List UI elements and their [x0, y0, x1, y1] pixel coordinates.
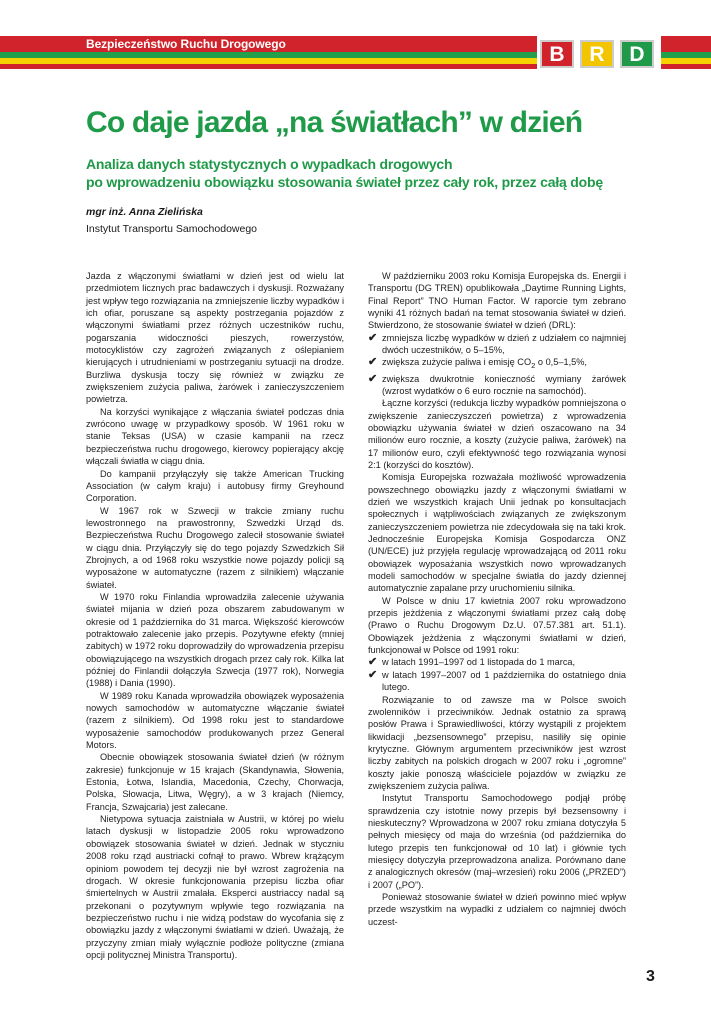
article-subtitle — [86, 155, 686, 191]
subtitle-line: Analiza danych statystycznych o wypadkach drogowych — [86, 156, 453, 172]
paragraph: W Polsce w dniu 17 kwietnia 2007 roku wprowadzono przepis jeżdżenia z włączonymi światłami przez całą dobę (Prawo o Ruchu Drogowym Dz.U. 07.57.381 art. 51.1). Obowiązek jeżdżenia z włączonymi światłami w dzień, funkcjonował w Polsce od 1991 roku: — [368, 595, 626, 656]
check-icon: ✔ — [368, 668, 378, 681]
paragraph: Na korzyści wynikające z włączania świateł podczas dnia zwrócono uwagę w przypadkowy sposób. W 1961 roku w stanie Teksas (USA) w czasie kampanii na rzecz bezpieczeństwa ruchu drogowego, kierowcy popierający akcję włączali światła w ciągu dnia. — [86, 406, 344, 467]
list-item: ✔ w latach 1991–1997 od 1 listopada do 1 marca, — [368, 656, 576, 669]
brd-logo — [537, 36, 661, 72]
paragraph: W 1989 roku Kanada wprowadziła obowiązek wyposażenia nowych samochodów w automatyczne włączanie świateł (razem z silnikiem). Od 1998 roku jest to standardowe wyposażenie samochodów produkowanych przez General Motors. — [86, 690, 344, 751]
paragraph: Komisja Europejska rozważała możliwość wprowadzenia powszechnego obowiązku jazdy z włączonymi światłami w dzień we wszystkich krajach Unii jednak po konsultacjach społecznych i wątpliwościach związanych ze zwiększonym zanieczyszczeniem powietrza nie zdecydowała się na taki krok. Jednocześnie Europejska Komisja Gospodarcza ONZ (UN/ECE) już przyjęła regulację wprowadzającą od 2011 roku obowiązek wyposażania wszystkich nowo wprowadzanych modeli samochodów w specjalne światła do jazdy dziennej automatycznie zapalane przy uruchomieniu silnika. — [368, 472, 626, 594]
poland-periods-list — [368, 656, 626, 693]
left-column — [86, 270, 344, 961]
paragraph: Jazda z włączonymi światłami w dzień jest od wielu lat przedmiotem licznych prac badawczych i dyskusji. Rozważany jest wpływ tego rozwiązania na zmniejszenie liczby wypadków i ich ofiar, poruszane są aspekty postrzegania pojazdów z włączonymi światłami przez różnych uczestników ruchu, pogarszania widoczności pieszych, rowerzystów, motocyklistów czy zagrożeń związanych z oślepianiem kierujących i utrudnieniami w postrzeganiu sytuacji na drodze. Burzliwa dyskusja toczy się również w związku ze zwiększeniem zużycia paliwa, żarówek i zanieczyszczeniem powietrza. — [86, 271, 344, 405]
right-column — [368, 270, 626, 928]
paragraph: W 1970 roku Finlandia wprowadziła zalecenie używania świateł mijania w dzień poza obszarem zabudowanym w okresie od 1 października do 31 marca. Większość kierowców potraktowało zalecenie jako przepis. Pozytywne efekty (mniej zabitych) w 1972 roku doprowadziły do wprowadzenia przepisu obowiązującego na wszystkich drogach przez cały rok. Kilka lat później do Finlandii dołączyła Szwecja (1977 rok), Norwegia (1988) i Dania (1990). — [86, 591, 344, 689]
author-name: mgr inż. Anna Zielińska — [86, 206, 203, 218]
paragraph: Obecnie obowiązek stosowania świateł dzień (w różnym zakresie) funkcjonuje w 15 krajach (Skandynawia, Słowenia, Estonia, Łotwa, Islandia, Macedonia, Czechy, Chorwacja, Polska, Słowacja, Litwa, Węgry), a w 3 krajach (Niemcy, Francja, Szwajcaria) jest zalecane. — [86, 752, 344, 812]
paragraph: Do kampanii przyłączyły się także American Trucking Association (w całym kraju) i autobusy firmy Greyhound Corporation. — [86, 468, 344, 504]
page-number: 3 — [646, 968, 655, 985]
section-title: Bezpieczeństwo Ruchu Drogowego — [86, 37, 286, 51]
paragraph: Nietypowa sytuacja zaistniała w Austrii, w której po wielu latach dyskusji w listopadzie 2005 roku wprowadzono obowiązek stosowania świateł w dzień. Jednak w styczniu 2008 roku rząd austriacki cofnął to prawo. Wbrew krążącym opiniom powodem tej decyzji nie był wzrost zagrożenia na drogach. W okresie funkcjonowania przepisu liczba ofiar śmiertelnych w Austrii zmalała. Eksperci austriaccy nadal są przekonani o pozytywnym wpływie tego rozwiązania na bezpieczeństwo ruchu i nie widzą podstaw do wycofania się z obowiązku jazdy z włączonymi światłami w dzień. Uważają, że przyczyny zmian miały wyłącznie podłoże polityczne (zmiana opcji politycznej Ministra Transportu). — [86, 814, 344, 960]
article-title: Co daje jazda „na światłach” w dzień — [86, 106, 583, 139]
logo-letter-d: D — [620, 40, 654, 68]
list-item: ✔ zwiększa zużycie paliwa i emisję $CO_2$ o 0,5–1,5%, — [368, 356, 587, 371]
paragraph: Rozwiązanie to od zawsze ma w Polsce swoich zwolenników i przeciwników. Jednak ostatnio za sprawą posłów Prawa i Sprawiedliwości, którzy wystąpili z projektem likwidacji „bezsensownego” przepisu, nasiliły się opinie krytyczne. Głównym argumentem przeciwników jest wzrost liczby zabitych na polskich drogach w 2007 roku i „ogromne” koszty jakie ponoszą właściciele pojazdów w związku ze zwiększeniem zużycia paliwa. — [368, 694, 626, 791]
paragraph: Łączne korzyści (redukcja liczby wypadków pomniejszona o zwiększenie zanieczyszczeń powietrza) z wprowadzenia obowiązku używania świateł w dzień oszacowano na 34 milionów euro rocznie, a koszty (zużycie paliwa, żarówek) na 17 milionów euro, czyli efektywność tego rozwiązania wynosi 2:1 (korzyści do kosztów). — [368, 398, 626, 470]
check-icon: ✔ — [368, 356, 378, 369]
subtitle-line: po wprowadzeniu obowiązku stosowania świateł przez cały rok, przez całą dobę — [86, 174, 603, 190]
paragraph: W 1967 rok w Szwecji w trakcie zmiany ruchu lewostronnego na prawostronny, Szwedzki Urząd ds. Bezpieczeństwa Ruchu Drogowego zalecił stosowanie świateł w ciągu dnia. Przyłączyły się do tego pojazdy Szwedzkich Sił Zbrojnych, a od 1968 roku wszystkie nowe pojazdy policji są wyposażone w automatyczne (razem z silnikiem) włączanie świateł. — [86, 505, 344, 590]
co2-subscript: 2 — [531, 361, 536, 371]
logo-letter-b: B — [540, 40, 574, 68]
check-icon: ✔ — [368, 372, 378, 385]
paragraph: W październiku 2003 roku Komisja Europejska ds. Energii i Transportu (DG TREN) opublikowała „Daytime Running Lights, Final Report” TNO Human Factor. W raporcie tym zebrano wyniki 41 różnych badań na temat stosowania świateł w dzień. Stwierdzono, że stosowanie świateł w dzień (DRL): — [368, 271, 626, 331]
check-icon: ✔ — [368, 331, 378, 344]
list-item: ✔ w latach 1997–2007 od 1 października do ostatniego dnia lutego. — [368, 668, 626, 693]
author-institution: Instytut Transportu Samochodowego — [86, 223, 258, 235]
check-icon: ✔ — [368, 656, 378, 669]
drl-effects-list — [368, 332, 626, 398]
logo-letter-r: R — [580, 40, 614, 68]
list-item: ✔ zwiększa dwukrotnie konieczność wymiany żarówek (wzrost wydatków o 6 euro rocznie na samochód). — [368, 372, 626, 396]
list-item: ✔ zmniejsza liczbę wypadków w dzień z udziałem co najmniej dwóch uczestników, o 5–15%, — [368, 331, 626, 356]
paragraph: Instytut Transportu Samochodowego podjął próbę sprawdzenia czy istotnie nowy przepis był bezsensowny i nieskuteczny? Wprowadzona w 2007 roku zmiana dotyczyła 5 pełnych miesięcy od maja do września (od października do lutego przepis ten funkcjonował od 10 lat) i głównie tych miesięcy dotyczyła przeprowadzona analiza. Porównano dane z analogicznych okresów (maj–wrzesień) roku 2006 („PRZED”) i 2007 („PO”). — [368, 793, 626, 890]
paragraph: Ponieważ stosowanie świateł w dzień powinno mieć wpływ przede wszystkim na wypadki z udziałem co najmniej dwóch uczest- — [368, 892, 626, 927]
